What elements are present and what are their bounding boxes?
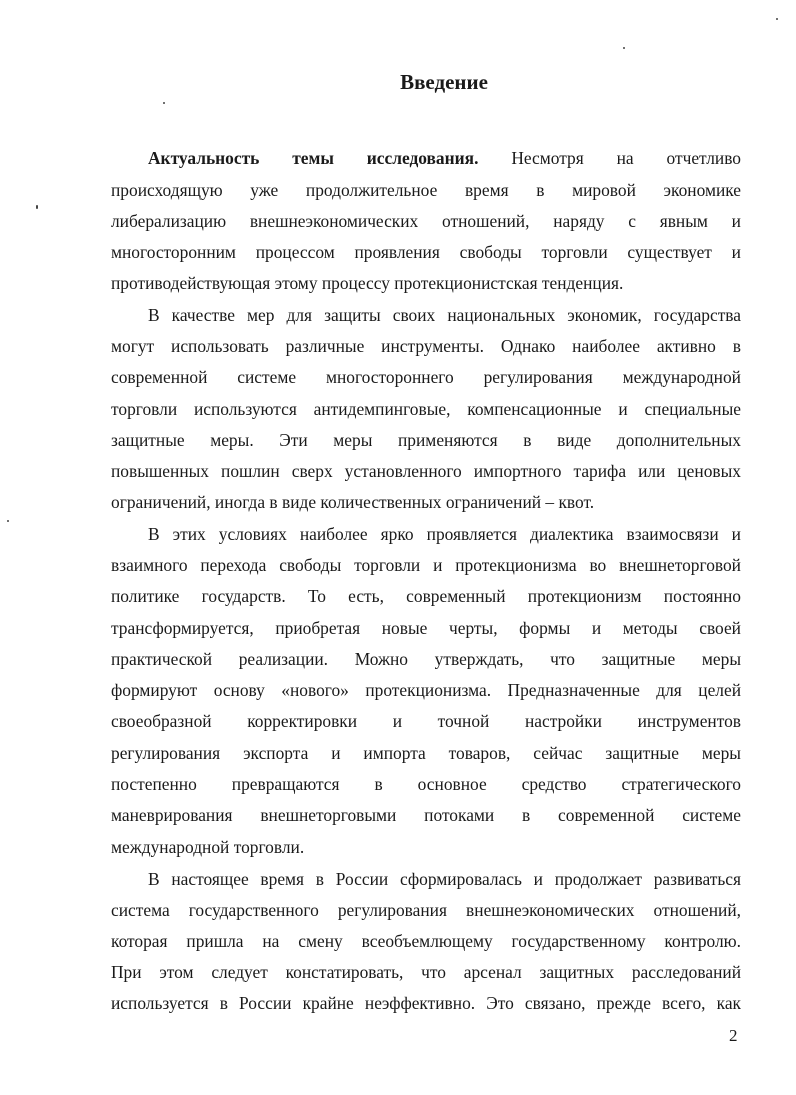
text-line: повышенных пошлин сверх установленного импортного тарифа или ценовых	[111, 461, 741, 481]
text-line: В настоящее время в России сформировалась и продолжает развиваться	[148, 869, 741, 889]
scan-speck	[163, 102, 165, 104]
bold-lead: Актуальность темы исследования.	[148, 148, 479, 168]
text-line: трансформируется, приобретая новые черты, формы и методы своей	[111, 618, 741, 638]
text-line: Актуальность темы исследования. Несмотря на отчетливо	[148, 148, 741, 168]
text-line: своеобразной корректировки и точной настройки инструментов	[111, 711, 741, 731]
text-line: современной системе многостороннего регулирования международной	[111, 367, 741, 387]
page-number: 2	[729, 1026, 738, 1045]
text-line: В этих условиях наиболее ярко проявляется диалектика взаимосвязи и	[148, 524, 741, 544]
text-line: постепенно превращаются в основное средство стратегического	[111, 774, 741, 794]
text-line: могут использовать различные инструменты. Однако наиболее активно в	[111, 336, 741, 356]
text-line: торговли используются антидемпинговые, компенсационные и специальные	[111, 399, 741, 419]
text-line: маневрирования внешнеторговыми потоками в современной системе	[111, 805, 741, 825]
text-line: происходящую уже продолжительное время в мировой экономике	[111, 180, 741, 200]
text-line: либерализацию внешнеэкономических отношений, наряду с явным и	[111, 211, 741, 231]
text-line: При этом следует констатировать, что арсенал защитных расследований	[111, 962, 741, 982]
scan-speck	[776, 18, 778, 20]
text-line: взаимного перехода свободы торговли и протекционизма во внешнеторговой	[111, 555, 741, 575]
text-line: практической реализации. Можно утверждать, что защитные меры	[111, 649, 741, 669]
text-line: политике государств. То есть, современный протекционизм постоянно	[111, 586, 741, 606]
text-line: международной торговли.	[111, 837, 305, 857]
scan-speck	[623, 47, 625, 49]
text-line: В качестве мер для защиты своих национальных экономик, государства	[148, 305, 741, 325]
text-line: ограничений, иногда в виде количественных ограничений – квот.	[111, 492, 595, 512]
text-line: которая пришла на смену всеобъемлющему государственному контролю.	[111, 931, 741, 951]
text-line: формируют основу «нового» протекционизма. Предназначенные для целей	[111, 680, 741, 700]
text-line: регулирования экспорта и импорта товаров, сейчас защитные меры	[111, 743, 741, 763]
text-line: система государственного регулирования внешнеэкономических отношений,	[111, 900, 741, 920]
text-line: используется в России крайне неэффективно. Это связано, прежде всего, как	[111, 993, 741, 1013]
scan-speck	[7, 520, 9, 522]
scan-speck	[36, 205, 38, 209]
text-line: многосторонним процессом проявления свободы торговли существует и	[111, 242, 741, 262]
text-line: противодействующая этому процессу протекционистская тенденция.	[111, 273, 624, 293]
text-line: защитные меры. Эти меры применяются в виде дополнительных	[111, 430, 741, 450]
page-title: Введение	[400, 70, 488, 94]
